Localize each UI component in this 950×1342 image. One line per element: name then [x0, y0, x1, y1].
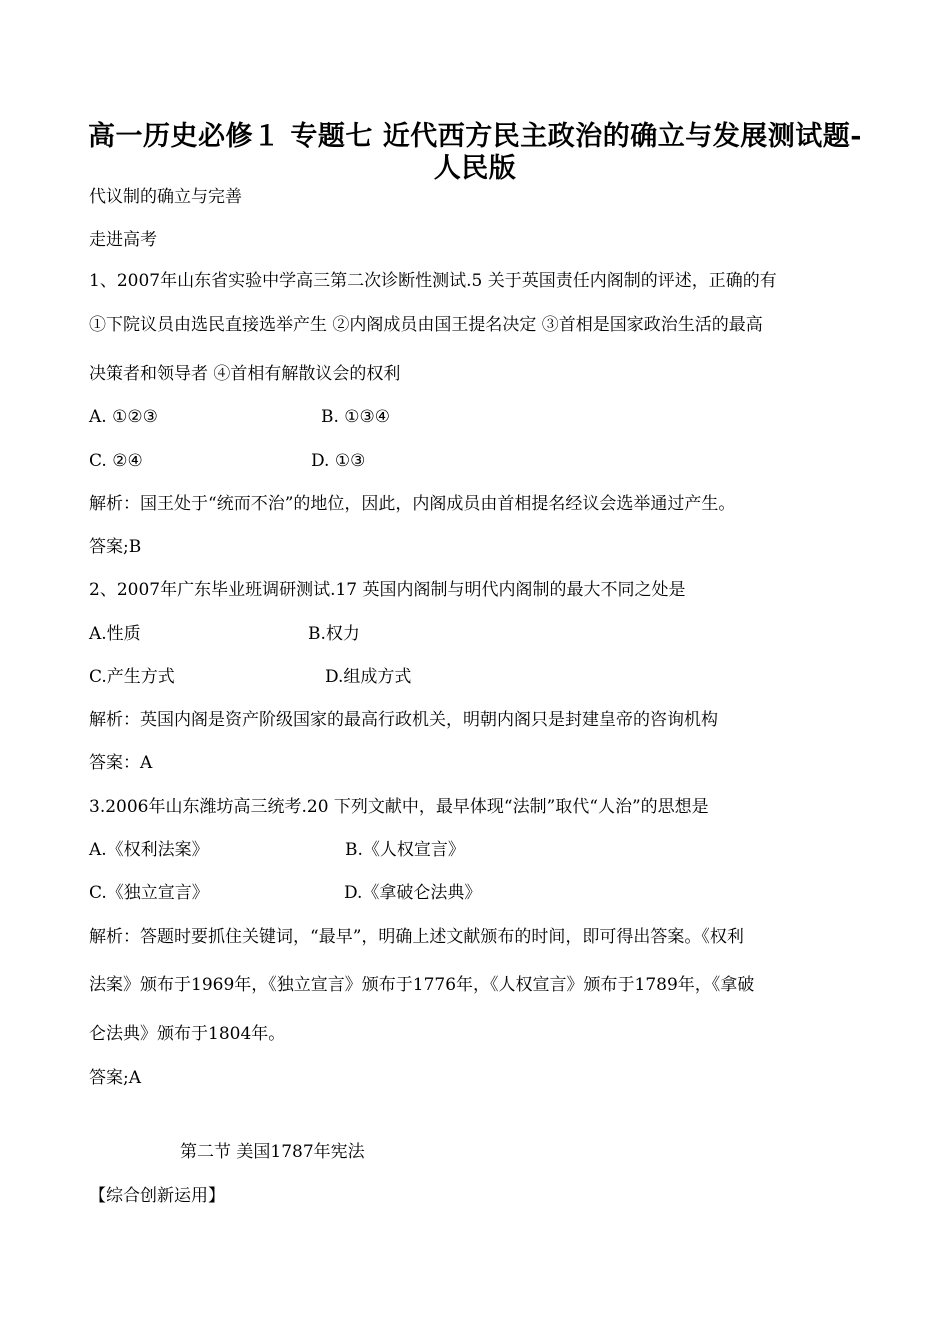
question-3-analysis-cont: 法案》颁布于1969年，《独立宣言》颁布于1776年，《人权宣言》颁布于1789年，《拿破: [89, 975, 755, 995]
question-2-analysis: 解析：英国内阁是资产阶级国家的最高行政机关，明朝内阁只是封建皇帝的咨询机构: [89, 710, 718, 730]
question-1-stem-cont: 决策者和领导者 ④首相有解散议会的权利: [89, 364, 401, 384]
question-2-option-c: C.产生方式: [89, 667, 175, 687]
section-b-subheading: 【综合创新运用】: [89, 1186, 225, 1206]
question-1-option-d: D. ①③: [311, 451, 366, 471]
question-3-option-d: D.《拿破仑法典》: [344, 883, 482, 903]
document-title-line1: 高一历史必修１ 专题七 近代西方民主政治的确立与发展测试题-: [87, 121, 862, 152]
question-3-option-a: A.《权利法案》: [89, 840, 209, 860]
question-2-option-a: A.性质: [89, 624, 141, 644]
document-title-line2: 人民版: [433, 153, 517, 184]
question-1-option-a: A. ①②③: [89, 407, 158, 427]
question-3-analysis-cont: 仑法典》颁布于1804年。: [89, 1024, 286, 1044]
question-3-option-c: C.《独立宣言》: [89, 883, 209, 903]
question-2-answer: 答案：A: [89, 753, 153, 773]
question-3-option-b: B.《人权宣言》: [345, 840, 465, 860]
question-2-option-b: B.权力: [308, 624, 360, 644]
question-1-option-c: C. ②④: [89, 451, 143, 471]
question-2-option-d: D.组成方式: [325, 667, 412, 687]
section-b-heading: 第二节 美国1787年宪法: [180, 1142, 365, 1162]
section-heading: 代议制的确立与完善: [89, 187, 242, 207]
question-2-stem: 2、2007年广东毕业班调研测试.17 英国内阁制与明代内阁制的最大不同之处是: [89, 580, 686, 600]
subsection-heading: 走进高考: [89, 230, 157, 250]
question-1-stem: 1、2007年山东省实验中学高三第二次诊断性测试.5 关于英国责任内阁制的评述，正确的有: [89, 271, 777, 291]
question-1-analysis: 解析：国王处于“统而不治”的地位，因此，内阁成员由首相提名经议会选举通过产生。: [89, 494, 736, 514]
question-1-stem-cont: ①下院议员由选民直接选举产生 ②内阁成员由国王提名决定 ③首相是国家政治生活的最高: [89, 315, 763, 335]
question-1-option-b: B. ①③④: [321, 407, 391, 427]
question-1-answer: 答案;B: [89, 537, 142, 557]
question-3-analysis: 解析：答题时要抓住关键词，“最早”，明确上述文献颁布的时间，即可得出答案。《权利: [89, 927, 744, 947]
question-3-answer: 答案;A: [89, 1068, 142, 1088]
question-3-stem: 3.2006年山东潍坊高三统考.20 下列文献中，最早体现“法制”取代“人治”的思想是: [89, 797, 709, 817]
